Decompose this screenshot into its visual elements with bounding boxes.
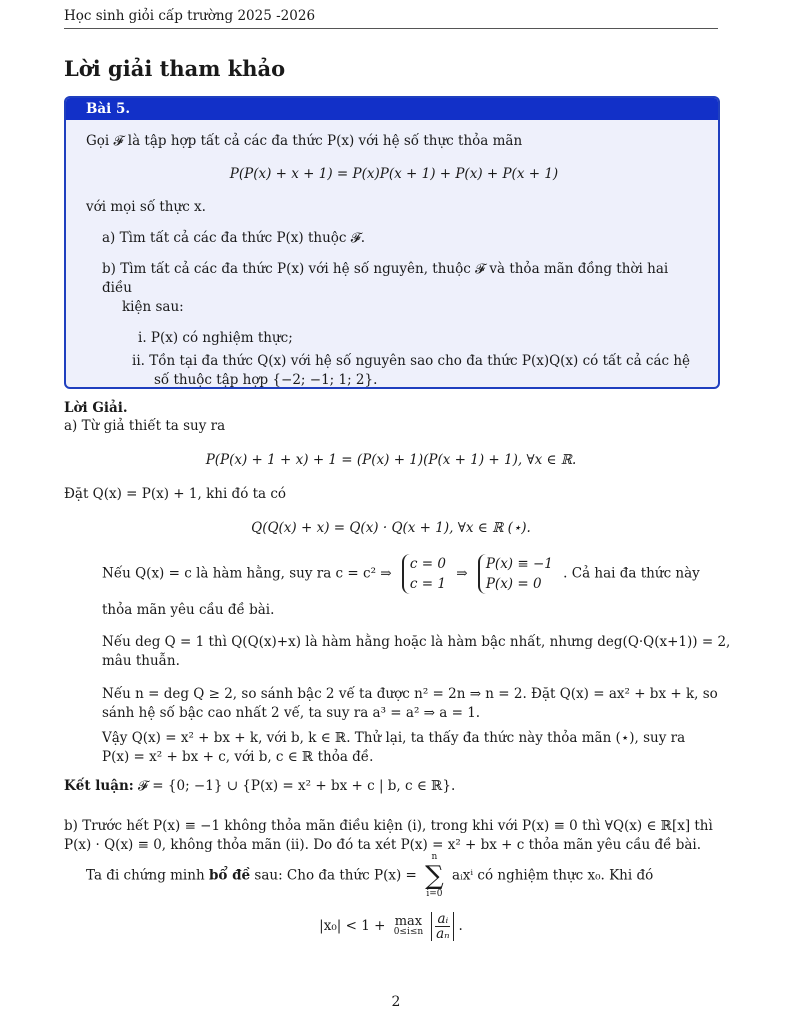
deg1-line2: mâu thuẫn. (102, 653, 180, 669)
case-c1: c = 1 (409, 576, 446, 592)
sum-bottom: i=0 (426, 889, 443, 899)
problem-intro: Gọi 𝓕 là tập hợp tất cả các đa thức P(x) với hệ số thực thỏa mãn (86, 133, 523, 149)
case-constant-post: . Cả hai đa thức này (563, 565, 700, 582)
set-q-line: Đặt Q(x) = P(x) + 1, khi đó ta có (64, 486, 287, 502)
condition-ii-line1: ii. Tồn tại đa thức Q(x) với hệ số nguyên sao cho đa thức P(x)Q(x) có tất cả các hệ (132, 353, 691, 369)
problem-body (86, 126, 702, 389)
solution-heading: Lời Giải. (64, 400, 128, 416)
fraction-numerator: aᵢ (437, 911, 449, 927)
solution-a-intro: a) Từ giả thiết ta suy ra (64, 418, 226, 434)
page-number: 2 (391, 994, 401, 1010)
part-a: a) Tìm tất cả các đa thức P(x) thuộc 𝓕. (102, 230, 366, 246)
problem-condition: với mọi số thực x. (86, 199, 206, 215)
deg2-line1: Nếu n = deg Q ≥ 2, so sánh bậc 2 vế ta được n² = 2n ⇒ n = 2. Đặt Q(x) = ax² + bx + k, so (102, 686, 718, 702)
deg2-line2: sánh hệ số bậc cao nhất 2 vế, ta suy ra a³ = a² ⇒ a = 1. (102, 705, 481, 721)
lemma-mid: sau: Cho đa thức P(x) = (254, 867, 417, 884)
case-p2: P(x) = 0 (485, 576, 542, 592)
case-c0: c = 0 (409, 556, 446, 572)
part-b-line1-solution: b) Trước hết P(x) ≡ −1 không thỏa mãn điều kiện (i), trong khi với P(x) ≡ 0 thì ∀Q(x) ∈ ℝ[x] thì (64, 818, 713, 834)
abs-fraction (431, 912, 454, 941)
conclusion (64, 778, 455, 794)
lemma-bold: bổ đề (208, 867, 251, 884)
equation-1: P(P(x) + 1 + x) + 1 = (P(x) + 1)(P(x + 1) + 1), ∀x ∈ ℝ. (205, 452, 577, 468)
part-b-line1: b) Tìm tất cả các đa thức P(x) với hệ số nguyên, thuộc 𝓕 và thỏa mãn đồng thời hai điều (102, 261, 669, 296)
condition-ii-line2: số thuộc tập hợp {−2; −1; 1; 2}. (154, 372, 378, 388)
part-b-line2-solution: P(x) · Q(x) ≡ 0, không thỏa mãn (ii). Do đó ta xét P(x) = x² + bx + c thỏa mãn yêu cầu đề bài. (64, 837, 702, 853)
sum-symbol: ∑ (425, 861, 444, 891)
implies-arrow: ⇒ (456, 565, 468, 582)
problem-label: Bài 5. (66, 98, 718, 120)
fraction (435, 912, 450, 941)
equation-star: Q(Q(x) + x) = Q(x) · Q(x + 1), ∀x ∈ ℝ (⋆). (251, 520, 531, 536)
lemma-bound (64, 912, 718, 941)
cases-c (402, 554, 446, 594)
page-header: Học sinh giỏi cấp trường 2025 -2026 (64, 8, 718, 29)
lemma-line (86, 852, 653, 900)
bound-max-label: max (394, 913, 423, 929)
problem-box (64, 96, 720, 389)
condition-i: i. P(x) có nghiệm thực; (138, 330, 293, 346)
problem-equation: P(P(x) + x + 1) = P(x)P(x + 1) + P(x) + P(x + 1) (229, 166, 559, 182)
case-constant-line2: thỏa mãn yêu cầu đề bài. (102, 602, 275, 618)
fraction-denominator: aₙ (436, 926, 450, 942)
cases-p (478, 554, 553, 594)
case-constant-pre: Nếu Q(x) = c là hàm hằng, suy ra c = c² ⇒ (102, 565, 392, 582)
sum-term: aᵢxⁱ có nghiệm thực x₀. Khi đó (452, 867, 654, 884)
bound-left: |x₀| < 1 + (319, 918, 386, 934)
bound-max-sub: 0≤i≤n (393, 926, 424, 937)
part-b-line2: kiện sau: (122, 299, 184, 315)
conclusion-text: 𝓕 = {0; −1} ∪ {P(x) = x² + bx + c | b, c ∈ ℝ}. (138, 778, 456, 794)
page-title: Lời giải tham khảo (64, 56, 286, 81)
bound-max (393, 913, 424, 938)
deg1-line1: Nếu deg Q = 1 thì Q(Q(x)+x) là hàm hằng hoặc là hàm bậc nhất, nhưng deg(Q·Q(x+1)) = 2, (102, 634, 731, 650)
vay-line2: P(x) = x² + bx + c, với b, c ∈ ℝ thỏa đề. (102, 749, 374, 765)
case-p1: P(x) ≡ −1 (485, 556, 553, 572)
bound-end: . (458, 918, 463, 934)
case-constant (102, 554, 700, 594)
sum-operator (425, 852, 444, 900)
conclusion-label: Kết luận: (64, 778, 134, 794)
sum-top: n (431, 852, 438, 862)
lemma-pre: Ta đi chứng minh (86, 867, 205, 884)
vay-line1: Vậy Q(x) = x² + bx + k, với b, k ∈ ℝ. Thử lại, ta thấy đa thức này thỏa mãn (⋆), suy ra (102, 730, 686, 746)
